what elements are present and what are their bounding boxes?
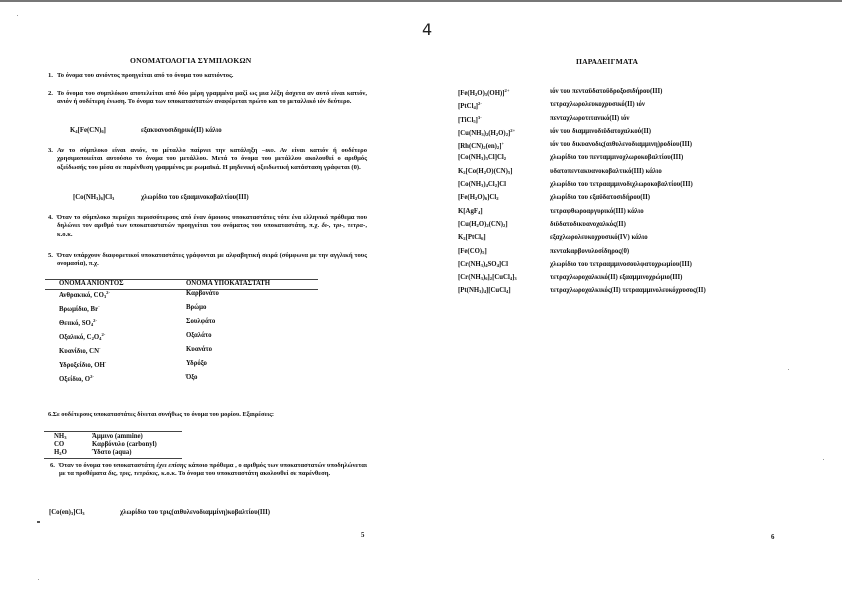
compound-name: ιόν του δικυανοδις(αιθυλενοδιαμμινη)ροδίου(ΙΙΙ) <box>550 141 693 149</box>
compound-name: ιόν του διαμμινοδιϋδατοχαλκού(ΙΙ) <box>550 127 652 135</box>
rule-3: 3. Αν το σύμπλοκο είναι ανιόν, το μέταλλο παίρνει την κατάληξη –ικο. Αν είναι κατιόν ή ουδέτερο χρησιμοποιείται αυτούσιο το όνομα του μετάλλου. Μετά το όνομα του μετάλλου ακολουθεί ο αριθμός οξείδωσής του μέσα σε παρένθεση γραμμένος με ρωμαϊκά. Η μηδενική οξειδωτική κατάσταση γράφεται (0). <box>48 147 367 171</box>
compound-name: ιόν του πενταϋδατοϋδροξοσιδήρου(ΙΙΙ) <box>550 88 663 95</box>
neutral-ligands-heading: 6.Σε ουδέτερους υποκαταστάτες δίνεται συνήθως το όνομα του μορίου. Εξαιρέσεις: <box>48 411 275 418</box>
page-title: ΠΑΡΑΔΕΙΓΜΑΤΑ <box>576 57 639 66</box>
table-row: Βρωμίδιο, Br- Βρώμο <box>59 304 207 313</box>
compound-name: χλωρίδιο του πενταμμινοχλωροκοβαλτίου(ΙΙΙ) <box>550 154 684 162</box>
table-row: Ανθρακικό, $CO_3^{2-}$ Καρβονάτο <box>59 290 219 299</box>
formula: $[Co(en)_3]Cl_3$ <box>49 509 85 516</box>
compound-name: πενταkαρβονυλοσίδηρος(0) <box>550 247 630 255</box>
rule-2: 2. Το όνομα του συμπλόκου αποτελείται από δύο μέρη γραμμένα μαζί ως μια λέξη άσχετα αν αυτό είναι κατιόν, ανιόν ή ουδέτερη ένωση. Το όνομα των υποκαταστατών αναφέρεται πρώτο και το μεταλλικό ιόν δεύτερο. <box>48 90 367 106</box>
compound-name: τετραχλωροχαλκικός(ΙΙ) τετρααμμινολευκόχρυσος(ΙΙ) <box>550 287 706 295</box>
formula: $[Cr(NH_3)_6]_2[CuCl_4]_3$ <box>458 274 517 282</box>
formula: $[Co(NH_3)_4Cl_2]Cl$ <box>458 181 507 189</box>
formula: $[Cu(H_2O)_2(CN)_2]$ <box>458 220 508 228</box>
table-row: $NH_3$ Άμμινο (ammine) <box>54 433 143 440</box>
table-header: ΟΝΟΜΑ ΑΝΙΟΝΤΟΣ ΟΝΟΜΑ ΥΠΟΚΑΤΑΣΤΑΤΗ <box>45 279 318 290</box>
scan-speck <box>38 579 39 580</box>
table-row: Κυανίδιο, CN- Κυανάτο <box>59 346 212 355</box>
rule-5: 5. Όταν υπάρχουν διαφορετικοί υποκαταστάτες γράφονται με αλφαβητική σειρά (σύμφωνα με την αγγλική τους ονομασία), π.χ. <box>48 252 367 268</box>
compound-name: χλωρίδιο του εξαϋδατοσιδήρου(ΙΙ) <box>550 194 651 202</box>
page-number: 6 <box>771 534 775 541</box>
page-title: ΟΝΟΜΑΤΟΛΟΓΙΑ ΣΥΜΠΛΟΚΩΝ <box>130 56 252 65</box>
table-row: CO Καρβόνυλο (carbonyl) <box>54 441 157 448</box>
compound-name: χλωρίδιο του τρις(αιθυλενοδιαμμίνη)κοβαλτίου(ΙΙΙ) <box>120 509 271 516</box>
compound-name: διϋδατοδικυανοχαλκός(ΙΙ) <box>550 220 626 228</box>
scan-speck <box>823 459 824 460</box>
scan-speck <box>37 521 40 523</box>
compound-name: υδατοπεντακυανοκοβαλτικό(ΙΙΙ) κάλιο <box>550 167 662 175</box>
compound-name: τετραφθωροαργυρικό(ΙΙΙ) κάλιο <box>550 207 644 215</box>
formula: $[Co(NH_3)_5Cl]Cl_2$ <box>458 154 507 162</box>
table-row: $H_2O$ Ύδατο (aqua) <box>54 449 132 456</box>
compound-name: τετραχλωρολευκοχρυσικό(ΙΙ) ιόν <box>550 101 645 109</box>
formula: $[Cu(NH_3)_2(H_2O)_2]^{2+}$ <box>458 127 516 137</box>
rule-text: Το όνομα του συμπλόκου αποτελείται από δύο μέρη γραμμένα μαζί ως μια λέξη άσχετα αν αυτό είναι κατιόν, ανιόν ή ουδέτερη ένωση. Το όνομα των υποκαταστατών αναφέρεται πρώτο και το μεταλλικό ιόν δεύτερο. <box>57 90 367 106</box>
formula: $[Fe(H_2O)_5(OH)]^{2+}$ <box>458 88 510 97</box>
compound-name: εξακυανοσιδηρικό(ΙΙ) κάλιο <box>141 127 222 134</box>
rule-1: 1. Το όνομα του ανιόντος προηγείται από το όνομα του κατιόντος. <box>48 72 234 79</box>
formula: $[Pt(NH_3)_4][CuCl_4]$ <box>458 287 511 295</box>
formula: $[Co(NH_3)_6]Cl_3$ <box>73 194 115 201</box>
table-row: Οξαλικό, $C_2O_4^{2-}$ Οξαλάτο <box>59 332 212 341</box>
compound-name: εξαχλωρολευκοχρυσικό(IV) κάλιο <box>550 234 648 242</box>
neutral-ligand-table <box>44 431 182 459</box>
compound-name: τετραχλωροχαλκικό(ΙΙ) εξααμμινοχρώμιο(ΙΙΙ) <box>550 274 683 282</box>
formula: [PtCl$_4$]$^{2-}$ <box>458 101 482 111</box>
rule-text: Το όνομα του ανιόντος προηγείται από το όνομα του κατιόντος. <box>57 72 234 79</box>
scan-speck <box>17 15 18 16</box>
compound-name: χλωρίδιο του τετρααμμινοδιχλωροκοβαλτίου(ΙΙΙ) <box>550 181 693 189</box>
compound-name: χλωρίδιο του εξααμινοκοβαλτίου(ΙΙΙ) <box>141 194 249 201</box>
page-number: 5 <box>361 532 365 539</box>
rule-4: 4. Όταν το σύμπλοκο περιέχει περισσότερους από έναν όμοιους υποκαταστάτες τότε ένα ελληνικό πρόθεμα που δηλώνει τον αριθμό των υποκαταστατών προηγείται του ονόματος του υποκαταστάτη, π.χ. δι-, τρι-, τετρα-, κ.ο.κ. <box>48 214 367 238</box>
formula: K[AgF$_4$] <box>458 207 483 215</box>
table-row: Θειικό, $SO_4^{2-}$ Σουλφάτο <box>59 318 216 327</box>
table-row: Οξείδιο, $O^{2-}$ Όξο <box>59 374 198 383</box>
formula: $K_4[Fe(CN)_6]$ <box>70 127 106 134</box>
formula: $[Fe(CO)_5]$ <box>458 247 487 255</box>
handwritten-mark: 4 <box>422 20 433 39</box>
compound-name: χλωρίδιο του τετρααμμινοσουλφατοχρωμίου(ΙΙΙ) <box>550 260 692 268</box>
rule-text: Όταν υπάρχουν διαφορετικοί υποκαταστάτες γράφονται με αλφαβητική σειρά (σύμφωνα με την αγγλική τους ονομασία), π.χ. <box>57 252 367 268</box>
formula: $[Fe(H_2O)_6]Cl_2$ <box>458 194 499 202</box>
anion-ligand-table <box>45 279 318 388</box>
formula: [TiCl$_5$]$^{3-}$ <box>458 114 482 124</box>
scan-speck <box>788 369 789 370</box>
table-row: Υδροξείδιο, OH- Υδρόξο <box>59 360 207 369</box>
formula: $K_2[PtCl_6]$ <box>458 234 486 242</box>
formula: $[Rh(CN)_2(en)_2]^+$ <box>458 141 505 151</box>
formula: $K_2[Co(H_2O)(CN)_5]$ <box>458 167 513 175</box>
formula: $[Cr(NH_3)_4SO_4]Cl$ <box>458 260 508 268</box>
rule-6: 6. Όταν το όνομα του υποκαταστάτη έχει επίσης κάποιο πρόθεμα , ο αριθμός των υποκαταστατών υποδηλώνεται με τα προθέματα δις, τρις, τετράκις, κ.ο.κ. Το όνομα του υποκαταστάτη ακολουθεί σε παρένθεση. <box>50 462 368 478</box>
compound-name: πενταχλωροτιτανικό(ΙΙ) ιόν <box>550 114 630 122</box>
